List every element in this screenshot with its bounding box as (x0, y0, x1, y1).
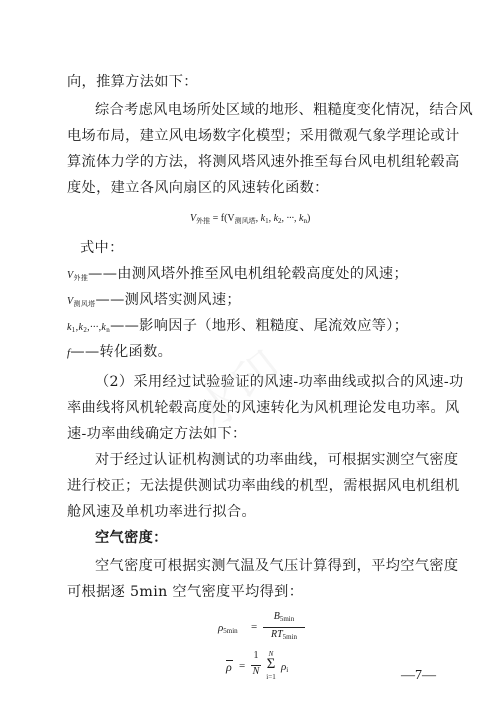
text-line: 率曲线将风机轮毂高度处的风速转化为风机理论发电功率。风 (67, 400, 460, 416)
document-page: 向，推算方法如下： 综合考虑风电场所处区域的地形、粗糙度变化情况，结合风 电场布局，建立风电场数字化模型；采用微观气象学理论或计 算流体力学的方法，将测风塔风速外推至每台风电机组轮毂高 度处，建立各风向扇区的风速转化函数： $V_{外推} = f(V_{测风塔}$, $k_1$, $k_2$, ···, $k_n$) 式中： $V_{外推}——$由测风塔外推至风电机组轮毂高度处的风速； $V_{测风塔}——$测风塔实测风速； $k_1,k_2,\cdot\cdot\cdot,k_n——$影响因子（地形、粗糙度、尾流效应等）； f——转化函数。 （2）采用经过试验验证的风速-功率曲线或拟合的风速-功 率曲线将风机轮毂高度处的风速转化为风机理论发电功率。风 速-功率曲线确定方法如下： 对于经过认证机构测试的功率曲线，可根据实测空气密度 进行校正；无法提供测试功率曲线的机型，需根据风电机组机 舱风速及单机功率进行拟合。 空气密度： 空气密度可根据实测气温及气压计算得到，平均空气密度 可根据逐 5min 空气密度平均得到： $\rho_{5min}$ = $B_{5min}$ $RT_{5min}$ ρ = 1 N N Σ i=1 $\rho_i$ —7— 水印 (67, 74, 473, 683)
page-number: —7— (401, 668, 436, 683)
watermark: 水印 (185, 340, 292, 440)
where-label: 式中： (80, 240, 124, 256)
definition-line: $k_1,k_2,\cdot\cdot\cdot,k_n——$影响因子（地形、粗糙度、尾流效应等）； (67, 318, 409, 334)
text-line: 可根据逐 5min 空气密度平均得到： (67, 584, 304, 600)
text-line: 进行校正；无法提供测试功率曲线的机型，需根据风电机组机 (67, 478, 460, 494)
definition-line: $V_{外推}——$由测风塔外推至风电机组轮毂高度处的风速； (67, 266, 408, 282)
text-line: 算流体力学的方法，将测风塔风速外推至每台风电机组轮毂高 (67, 154, 460, 170)
text-line: 向，推算方法如下： (67, 74, 198, 90)
formula-wind-transform: $V_{外推} = f(V_{测风塔}$, $k_1$, $k_2$, ···, $k_n$) (190, 213, 311, 225)
text-line: 电场布局，建立风电场数字化模型；采用微观气象学理论或计 (67, 128, 460, 144)
text-line: 速-功率曲线确定方法如下： (67, 426, 247, 442)
text-line: （2）采用经过试验验证的风速-功率曲线或拟合的风速-功 (95, 374, 464, 390)
text-line: 综合考虑风电场所处区域的地形、粗糙度变化情况，结合风 (95, 102, 473, 118)
text-line: 度处，建立各风向扇区的风速转化函数： (67, 180, 329, 196)
section-heading: 空气密度： (95, 530, 168, 546)
definition-line: $V_{测风塔}——$测风塔实测风速； (67, 292, 241, 308)
definition-line: f——转化函数。 (67, 344, 173, 360)
text-line: 对于经过认证机构测试的功率曲线，可根据实测空气密度 (95, 452, 459, 468)
text-line: 舱风速及单机功率进行拟合。 (67, 504, 256, 520)
text-line: 空气密度可根据实测气温及气压计算得到，平均空气密度 (95, 558, 459, 574)
